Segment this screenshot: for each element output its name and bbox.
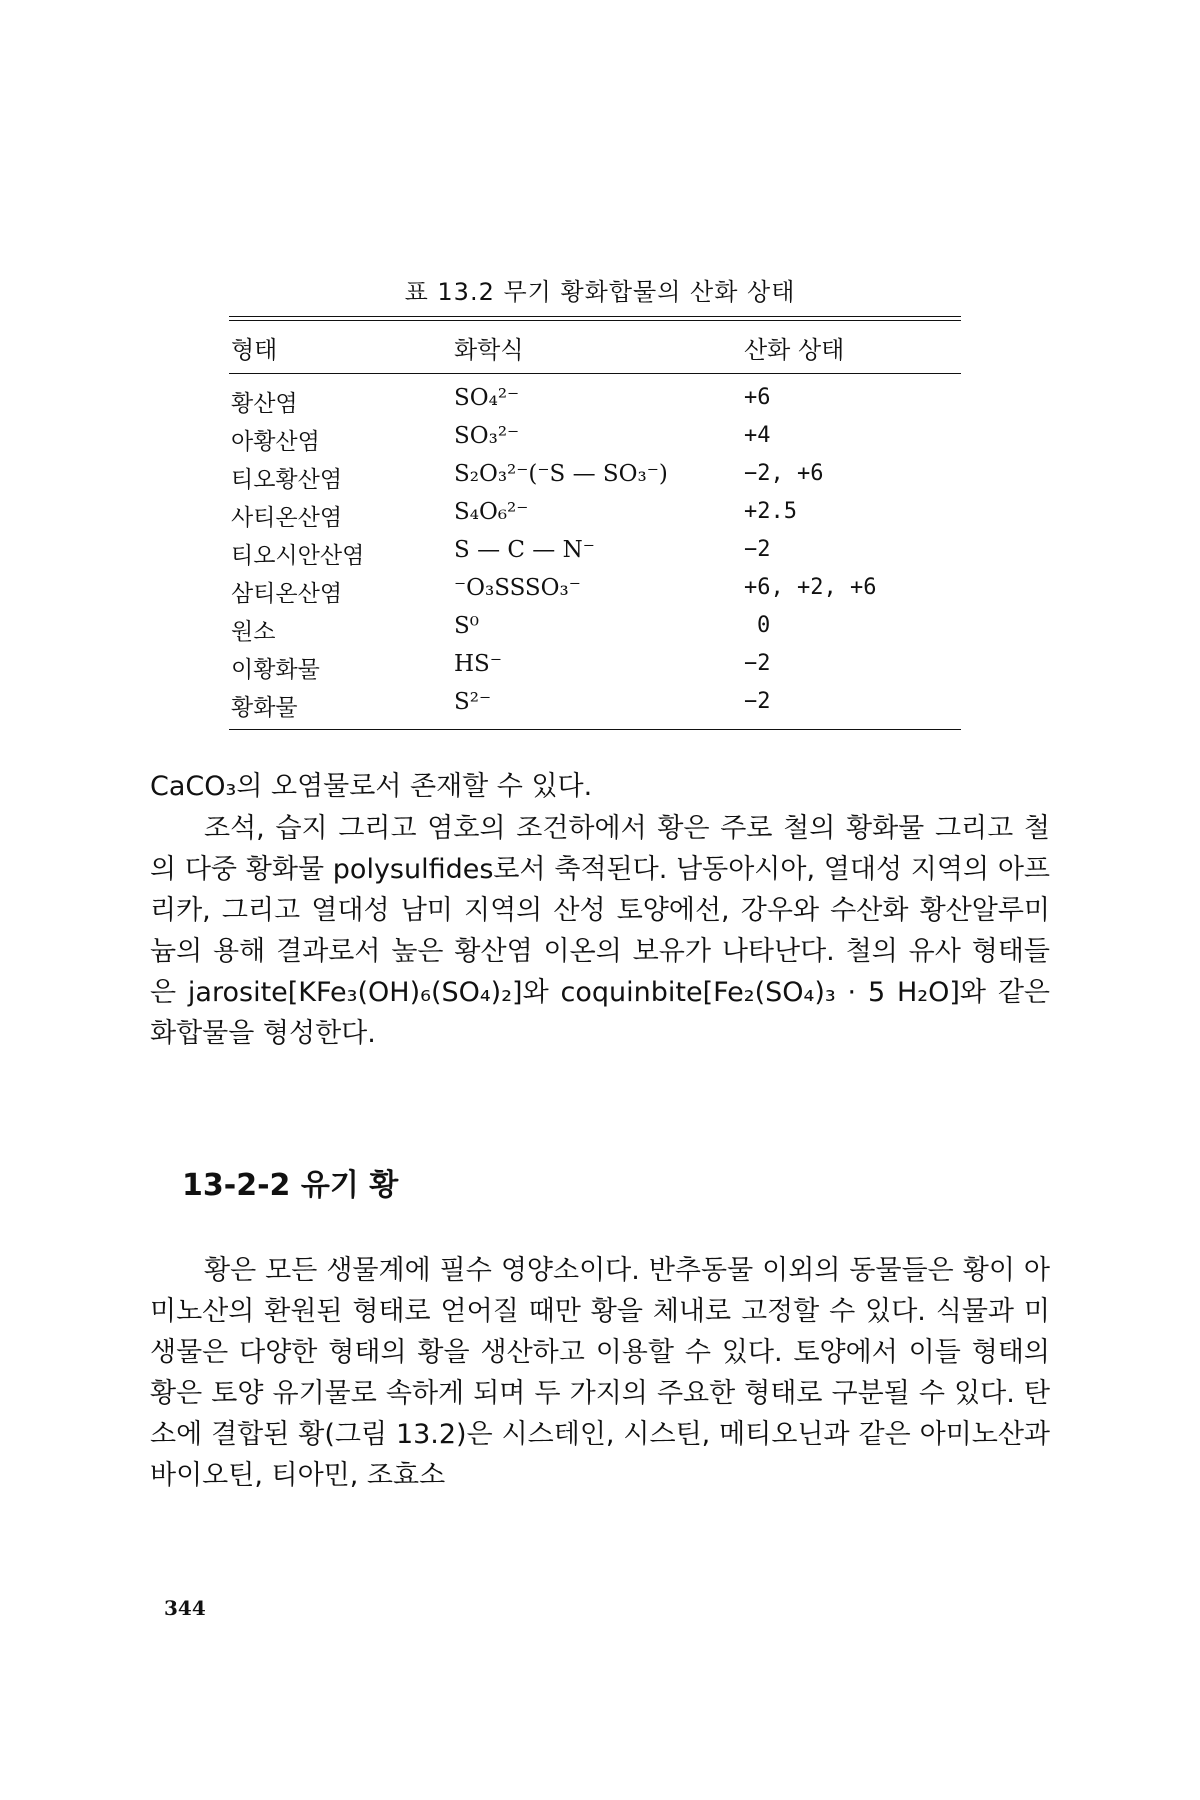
cell-form: 이황화물: [231, 657, 320, 683]
paragraph-organic-sulfur: 황은 모든 생물계에 필수 영양소이다. 반추동물 이외의 동물들은 황이 아미노산의 환원된 형태로 얻어질 때만 황을 체내로 고정할 수 있다. 식물과 미생물은 다양한 형태의 황을 생산하고 이용할 수 있다. 토양에서 이들 형태의 황은 토양 유기물로 속하게 되며 두 가지의 주요한 형태로 구분될 수 있다. 탄소에 결합된 황(그림 13.2)은 시스테인, 시스틴, 메티오닌과 같은 아미노산과 바이오틴, 티아민, 조효소: [150, 1255, 1050, 1491]
paragraph-tidal-sulfides: 조석, 습지 그리고 염호의 조건하에서 황은 주로 철의 황화물 그리고 철의 다중 황화물 polysulfides로서 축적된다. 남동아시아, 열대성 지역의 아프리카, 그리고 열대성 남미 지역의 산성 토양에선, 강우와 수산화 황산알루미늄의 용해 결과로서 높은 황산염 이온의 보유가 나타난다. 철의 유사 형태들은 jarosite[KFe₃(OH)₆(SO₄)₂]와 coquinbite[Fe₂(SO₄)₃ · 5 H₂O]와 같은 화합물을 형성한다.: [150, 813, 1050, 1049]
table-bottom-rule: [229, 729, 961, 730]
table-header-rule: [229, 373, 961, 374]
cell-oxidation: −2: [744, 689, 771, 714]
header-formula: 화학식: [454, 336, 524, 364]
table-body: [229, 385, 961, 727]
table-top-rule: [229, 316, 961, 321]
cell-form: 원소: [231, 619, 276, 645]
cell-oxidation: +6, +2, +6: [744, 575, 877, 600]
page-number: 344: [164, 1596, 206, 1620]
cell-oxidation: −2: [744, 651, 771, 676]
cell-formula: HS⁻: [454, 651, 502, 677]
table-row: [229, 461, 961, 499]
cell-formula: SO₄²⁻: [454, 385, 520, 411]
table-row: [229, 575, 961, 613]
table-row: [229, 385, 961, 423]
cell-form: 아황산염: [231, 429, 320, 455]
cell-form: 티오시안산염: [231, 543, 365, 569]
cell-oxidation: +4: [744, 423, 771, 448]
cell-oxidation: −2: [744, 537, 771, 562]
table-row: [229, 499, 961, 537]
cell-oxidation: +6: [744, 385, 771, 410]
cell-form: 삼티온산염: [231, 581, 343, 607]
table-caption: 표 13.2 무기 황화합물의 산화 상태: [404, 278, 796, 306]
cell-form: 티오황산염: [231, 467, 343, 493]
cell-formula: S₄O₆²⁻: [454, 499, 529, 525]
cell-formula: S₂O₃²⁻(⁻S — SO₃⁻): [454, 461, 668, 487]
header-form: 형태: [231, 336, 278, 364]
header-oxidation-state: 산화 상태: [744, 336, 845, 364]
cell-form: 황화물: [231, 695, 298, 721]
table-header-row: [229, 330, 961, 366]
paragraph-continuation: CaCO₃의 오염물로서 존재할 수 있다.: [150, 771, 593, 802]
cell-formula: S — C — N⁻: [454, 537, 595, 563]
cell-oxidation: 0: [757, 613, 771, 638]
cell-oxidation: −2, +6: [744, 461, 824, 486]
cell-form: 황산염: [231, 391, 298, 417]
cell-oxidation: +2.5: [744, 499, 797, 524]
table-row: [229, 689, 961, 727]
cell-formula: S⁰: [454, 613, 479, 639]
cell-formula: S²⁻: [454, 689, 492, 715]
section-heading: 13-2-2 유기 황: [182, 1168, 399, 1203]
table-row: [229, 537, 961, 575]
table-row: [229, 651, 961, 689]
table-row: [229, 613, 961, 651]
cell-formula: ⁻O₃SSSO₃⁻: [454, 575, 581, 601]
cell-form: 사티온산염: [231, 505, 343, 531]
table-row: [229, 423, 961, 461]
cell-formula: SO₃²⁻: [454, 423, 520, 449]
